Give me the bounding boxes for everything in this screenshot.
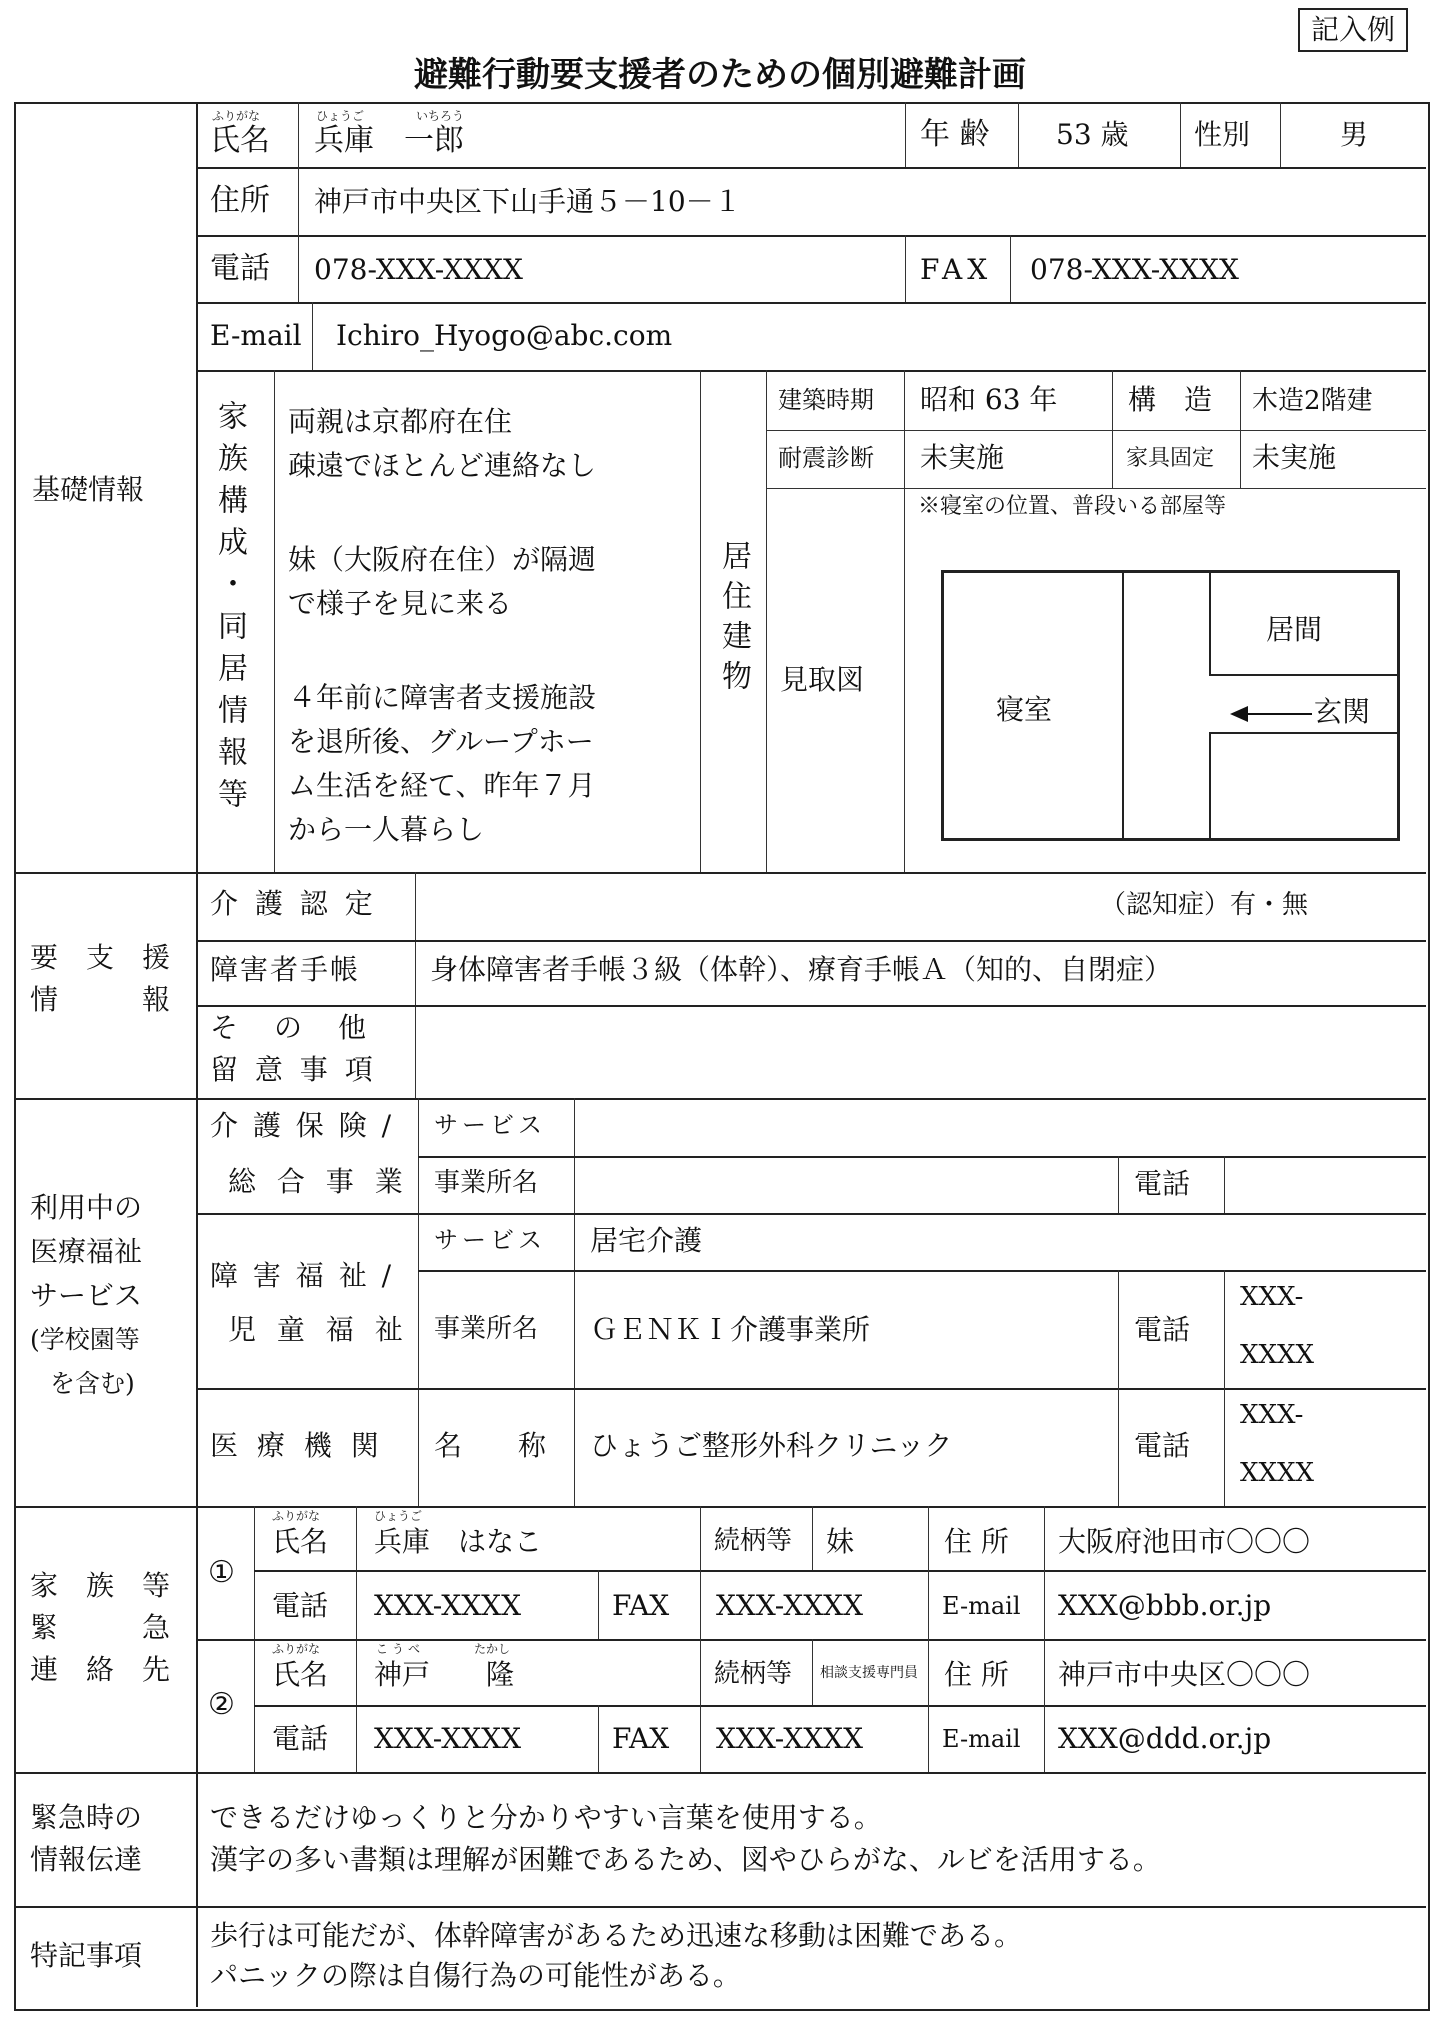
contact-1-name-label: 氏名 bbox=[272, 1525, 329, 1558]
contact-1-address[interactable]: 大阪府池田市〇〇〇 bbox=[1058, 1525, 1311, 1558]
medical-label: 医 療 機 関 bbox=[210, 1429, 384, 1462]
family-line: ム生活を経て、昨年７月 bbox=[288, 769, 596, 802]
contact-2-furigana-last: こうべ bbox=[376, 1642, 425, 1656]
disability-welfare-label-line2: 児 童 福 祉 bbox=[228, 1313, 409, 1346]
family-line: から一人暮らし bbox=[288, 813, 485, 846]
gender-label: 性別 bbox=[1194, 118, 1251, 151]
structure-label: 構 造 bbox=[1128, 383, 1213, 416]
section-label-basic-info: 基礎情報 bbox=[32, 473, 145, 506]
disability-welfare-phone-line2[interactable]: XXXX bbox=[1240, 1340, 1315, 1370]
contact-2-name-label: 氏名 bbox=[272, 1658, 329, 1691]
name-label: 氏名 bbox=[210, 123, 270, 158]
disability-welfare-label-line1: 障 害 福 祉 / bbox=[210, 1259, 395, 1292]
contact-1-relation[interactable]: 妹 bbox=[826, 1525, 855, 1558]
address-label: 住所 bbox=[210, 183, 270, 218]
family-line bbox=[288, 626, 596, 676]
contacts-label-line1: 家 族 等 bbox=[30, 1569, 171, 1602]
room-entrance: 玄関 bbox=[1314, 695, 1371, 728]
room-bedroom: 寝室 bbox=[996, 693, 1053, 726]
contact-2-phone-label: 電話 bbox=[272, 1722, 329, 1755]
floorplan-note: ※寝室の位置、普段いる部屋等 bbox=[918, 494, 1227, 519]
age-value[interactable]: 53 歳 bbox=[1056, 118, 1129, 151]
medical-phone-line2[interactable]: XXXX bbox=[1240, 1458, 1315, 1488]
contact-1-fax[interactable]: XXX-XXXX bbox=[716, 1589, 863, 1622]
phone-label: 電話 bbox=[210, 251, 270, 286]
contact-2-fax[interactable]: XXX-XXXX bbox=[716, 1722, 863, 1755]
room-living: 居間 bbox=[1266, 613, 1323, 646]
contact-1-phone-label: 電話 bbox=[272, 1589, 329, 1622]
emergency-comm-line1[interactable]: できるだけゆっくりと分かりやすい言葉を使用する。 bbox=[210, 1801, 882, 1834]
name-furigana-last: ひょうご bbox=[316, 109, 365, 123]
medical-name-value[interactable]: ひょうご整形外科クリニック bbox=[590, 1429, 953, 1462]
disability-welfare-phone-label: 電話 bbox=[1134, 1313, 1191, 1346]
family-line: 疎遠でほとんど連絡なし bbox=[288, 449, 597, 482]
contact-1-furigana-last: ひょうご bbox=[374, 1509, 423, 1523]
disability-welfare-service-value[interactable]: 居宅介護 bbox=[590, 1224, 703, 1257]
contact-1-address-label: 住 所 bbox=[944, 1525, 1009, 1558]
contact-1-email-label: E-mail bbox=[942, 1592, 1021, 1620]
disability-welfare-service-label: サービス bbox=[434, 1226, 546, 1254]
contact-2-furigana-first: たかし bbox=[474, 1642, 511, 1656]
contact-1-email[interactable]: XXX@bbb.or.jp bbox=[1058, 1589, 1272, 1622]
contact-1-furigana-label: ふりがな bbox=[272, 1509, 321, 1523]
care-insurance-phone-label: 電話 bbox=[1134, 1167, 1191, 1200]
fax-value[interactable]: 078-XXX-XXXX bbox=[1030, 253, 1239, 286]
emergency-comm-line2[interactable]: 漢字の多い書類は理解が困難であるため、図やひらがな、ルビを活用する。 bbox=[210, 1843, 1161, 1876]
address-value[interactable]: 神戸市中央区下山手通５－10－１ bbox=[314, 185, 742, 218]
furniture-label: 家具固定 bbox=[1126, 446, 1215, 471]
services-label-line: 利用中の bbox=[30, 1191, 143, 1224]
disability-book-value[interactable]: 身体障害者手帳３級（体幹）、療育手帳Ａ（知的、自閉症） bbox=[430, 953, 1173, 986]
section-label-support-line2: 情 報 bbox=[30, 983, 171, 1016]
services-label-line: 医療福祉 bbox=[30, 1235, 143, 1268]
services-label-line: を含む) bbox=[50, 1369, 135, 1398]
contact-1-fax-label: FAX bbox=[612, 1589, 670, 1622]
care-insurance-label-line1: 介 護 保 険 / bbox=[210, 1109, 395, 1142]
section-label-services bbox=[30, 1186, 142, 1406]
gender-value[interactable]: 男 bbox=[1340, 118, 1369, 151]
other-label-line1: そ の 他 bbox=[210, 1011, 371, 1044]
emergency-comm-label-line2: 情報伝達 bbox=[30, 1843, 143, 1876]
contact-2-email-label: E-mail bbox=[942, 1725, 1021, 1753]
family-line: ４年前に障害者支援施設 bbox=[288, 681, 597, 714]
building-label: 居住建物 bbox=[716, 540, 751, 700]
contact-2-relation[interactable]: 相談支援専門員 bbox=[820, 1665, 918, 1681]
name-furigana-label: ふりがな bbox=[212, 109, 261, 123]
services-label-line: (学校園等 bbox=[30, 1325, 140, 1354]
section-label-support-line1: 要 支 援 bbox=[30, 941, 171, 974]
care-insurance-service-label: サービス bbox=[434, 1111, 546, 1139]
medical-phone-line1[interactable]: XXX- bbox=[1240, 1400, 1304, 1430]
structure-value[interactable]: 木造2階建 bbox=[1252, 386, 1373, 416]
emergency-comm-label-line1: 緊急時の bbox=[30, 1801, 143, 1834]
contacts-label-line3: 連 絡 先 bbox=[30, 1653, 171, 1686]
special-notes-line2[interactable]: パニックの際は自傷行為の可能性がある。 bbox=[210, 1959, 741, 1992]
special-notes-line1[interactable]: 歩行は可能だが、体幹障害があるため迅速な移動は困難である。 bbox=[210, 1919, 1023, 1952]
disability-welfare-office-label: 事業所名 bbox=[434, 1314, 539, 1344]
page-title: 避難行動要支援者のための個別避難計画 bbox=[414, 55, 1026, 95]
contact-1-number: ① bbox=[208, 1555, 235, 1590]
name-value[interactable]: 兵庫 一郎 bbox=[314, 123, 464, 158]
contact-1-relation-label: 続柄等 bbox=[714, 1526, 793, 1556]
construction-period-label: 建築時期 bbox=[778, 386, 874, 414]
contact-2-number: ② bbox=[208, 1687, 235, 1722]
medical-name-label: 名 称 bbox=[434, 1429, 547, 1462]
contact-2-email[interactable]: XXX@ddd.or.jp bbox=[1058, 1722, 1272, 1755]
arrow-shaft bbox=[1246, 713, 1312, 715]
care-cert-value[interactable]: （認知症）有・無 bbox=[1100, 890, 1309, 920]
contact-2-address[interactable]: 神戸市中央区〇〇〇 bbox=[1058, 1658, 1311, 1691]
floorplan-label: 見取図 bbox=[780, 663, 865, 696]
special-notes-label: 特記事項 bbox=[30, 1939, 143, 1972]
services-label-line: サービス bbox=[30, 1279, 143, 1312]
seismic-value[interactable]: 未実施 bbox=[920, 441, 1005, 474]
contact-2-phone[interactable]: XXX-XXXX bbox=[374, 1722, 521, 1755]
furniture-value[interactable]: 未実施 bbox=[1252, 441, 1337, 474]
contact-2-address-label: 住 所 bbox=[944, 1658, 1009, 1691]
contact-2-relation-label: 続柄等 bbox=[714, 1659, 793, 1689]
disability-welfare-office-value[interactable]: ＧＥＮＫＩ介護事業所 bbox=[590, 1313, 871, 1346]
family-line: 妹（大阪府在住）が隔週 bbox=[288, 543, 597, 576]
email-value[interactable]: Ichiro_Hyogo@abc.com bbox=[336, 319, 673, 352]
contact-1-name[interactable]: 兵庫 はなこ bbox=[374, 1525, 543, 1558]
email-label: E-mail bbox=[210, 319, 302, 352]
care-insurance-office-label: 事業所名 bbox=[434, 1168, 539, 1198]
contacts-label-line2: 緊 急 bbox=[30, 1611, 171, 1644]
seismic-label: 耐震診断 bbox=[778, 444, 874, 472]
care-insurance-label-line2: 総 合 事 業 bbox=[228, 1165, 409, 1198]
family-line: で様子を見に来る bbox=[288, 587, 513, 620]
disability-book-label: 障害者手帳 bbox=[210, 953, 361, 986]
family-line bbox=[288, 488, 596, 538]
age-label: 年 齢 bbox=[920, 117, 990, 152]
care-cert-label: 介 護 認 定 bbox=[210, 887, 377, 920]
medical-phone-label: 電話 bbox=[1134, 1429, 1191, 1462]
family-line: を退所後、グループホー bbox=[288, 725, 594, 758]
contact-2-name[interactable]: 神戸 隆 bbox=[374, 1658, 515, 1691]
contact-2-furigana-label: ふりがな bbox=[272, 1642, 321, 1656]
family-text[interactable] bbox=[288, 400, 596, 852]
phone-value[interactable]: 078-XXX-XXXX bbox=[314, 253, 523, 286]
other-label-line2: 留 意 事 項 bbox=[210, 1053, 377, 1086]
family-label: 家族構成・同居情報等 bbox=[212, 400, 247, 820]
family-line: 両親は京都府在住 bbox=[288, 405, 513, 438]
contact-2-fax-label: FAX bbox=[612, 1722, 670, 1755]
name-furigana-first: いちろう bbox=[416, 109, 465, 123]
disability-welfare-phone-line1[interactable]: XXX- bbox=[1240, 1282, 1304, 1312]
construction-period-value[interactable]: 昭和 63 年 bbox=[920, 383, 1058, 416]
example-badge: 記入例 bbox=[1298, 8, 1408, 52]
fax-label: FAX bbox=[920, 253, 993, 286]
contact-1-phone[interactable]: XXX-XXXX bbox=[374, 1589, 521, 1622]
